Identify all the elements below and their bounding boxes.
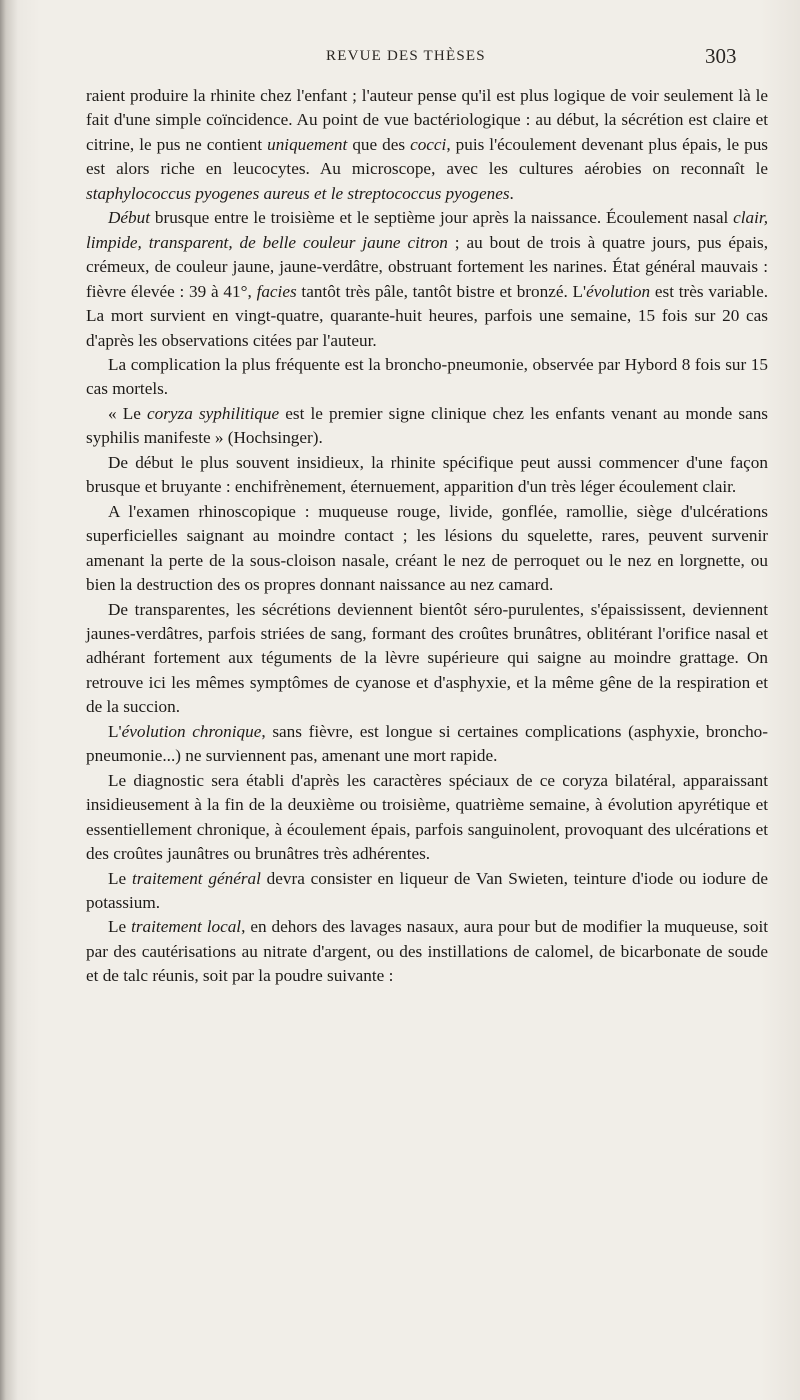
- paragraph: [86, 867, 768, 916]
- paragraph: [86, 720, 768, 769]
- text-run: Le: [108, 917, 132, 937]
- body-text: [86, 84, 768, 989]
- paragraph: [86, 915, 768, 988]
- text-run: raient produire la rhinite chez l'enfant ; l'auteur pense qu'il est plus logique de voir seulement là le fait d'une simple coïncidence. Au point de vue bactériologique : au début, la sécrétion est claire et citrine, le pus ne contient: [86, 86, 768, 154]
- italic-run: clair, limpide, transparent, de belle couleur jaune citron: [86, 208, 768, 252]
- text-run: tantôt très pâle, tantôt bistre et bronzé. L': [296, 281, 587, 301]
- paragraph: [86, 402, 768, 451]
- text-run: Le: [108, 868, 132, 888]
- running-head: [0, 44, 800, 70]
- paragraph: [86, 353, 768, 402]
- italic-run: traitement local: [131, 917, 242, 937]
- page-number: 303: [705, 44, 737, 68]
- italic-run: coryza syphilitique: [147, 403, 280, 423]
- italic-run: évolution chronique: [121, 721, 262, 741]
- text-run: De début le plus souvent insidieux, la rhinite spécifique peut aussi commencer d'une façon brusque et bruyante : enchifrènement, éternuement, apparition d'un très léger écoulement clair.: [86, 452, 768, 497]
- italic-run: facies: [256, 281, 297, 301]
- text-run: , sans fièvre, est longue si certaines complications (asphyxie, broncho-pneumonie...) ne surviennent pas, amenant une mort rapide.: [86, 721, 768, 766]
- text-run: A l'examen rhinoscopique : muqueuse rouge, livide, gonflée, ramollie, siège d'ulcérations superficielles saignant au moindre contact ; les lésions du squelette, rares, peuvent survenir amenant la perte de la sous-cloison nasale, créant le nez de perroquet ou le nez en lorgnette, ou bien la destruction des os propres donnant naissance au nez camard.: [86, 501, 768, 595]
- italic-run: uniquement: [267, 134, 348, 154]
- text-run: , puis l'écoulement devenant plus épais, le pus est alors riche en leucocytes. Au microscope, avec les cultures aérobies on reconnaît le: [86, 134, 768, 179]
- text-run: ; au bout de trois à quatre jours, pus épais, crémeux, de couleur jaune, jaune-verdâtre, obstruant fortement les narines. État général mauvais : fièvre élevée : 39 à 41°,: [86, 232, 768, 301]
- text-run: De transparentes, les sécrétions deviennent bientôt séro-purulentes, s'épaississent, deviennent jaunes-verdâtres, parfois striées de sang, formant des croûtes brunâtres, oblitérant l'orifice nasal et adhérant fortement aux téguments de la lèvre supérieure qui saigne au moindre grattage. On retrouve ici les mêmes symptômes de cyanose et d'asphyxie, et la même gêne de la respiration et de la succion.: [86, 599, 768, 717]
- text-run: La complication la plus fréquente est la broncho-pneumonie, observée par Hybord 8 fois sur 15 cas mortels.: [86, 354, 768, 399]
- text-run: est le premier signe clinique chez les enfants venant au monde sans syphilis manifeste » (Hochsinger).: [86, 403, 768, 448]
- text-run: est très variable. La mort survient en vingt-quatre, quarante-huit heures, parfois une semaine, 15 fois sur 20 cas d'après les observations citées par l'auteur.: [86, 281, 768, 350]
- text-run: brusque entre le troisième et le septième jour après la naissance. Écoulement nasal: [150, 208, 734, 228]
- paragraph: [86, 206, 768, 353]
- italic-run: évolution: [586, 281, 651, 301]
- paragraph: [86, 500, 768, 598]
- paragraph: [86, 84, 768, 206]
- paragraph: [86, 769, 768, 867]
- text-run: devra consister en liqueur de Van Swieten, teinture d'iode ou iodure de potassium.: [86, 868, 769, 912]
- italic-run: staphylococcus pyogenes aureus et le streptococcus pyogenes: [86, 183, 510, 203]
- italic-run: Début: [108, 208, 151, 228]
- paragraph: [86, 598, 768, 720]
- text-run: .: [509, 183, 514, 203]
- running-title: REVUE DES THÈSES: [326, 48, 486, 64]
- text-run: , en dehors des lavages nasaux, aura pour but de modifier la muqueuse, soit par des cautérisations au nitrate d'argent, ou des instillations de calomel, de bicarbonate de soude et de talc réunis, soit par la poudre suivante :: [86, 917, 768, 986]
- text-run: « Le: [108, 403, 147, 423]
- text-run: Le diagnostic sera établi d'après les caractères spéciaux de ce coryza bilatéral, apparaissant insidieusement à la fin de la deuxième ou troisième, quatrième semaine, à évolution apyrétique et essentiellement chronique, à écoulement épais, parfois sanguinolent, provoquant des ulcérations et des croûtes jaunâtres ou brunâtres très adhérentes.: [86, 770, 768, 864]
- paragraph: [86, 451, 768, 500]
- italic-run: traitement général: [131, 868, 261, 888]
- text-run: L': [108, 721, 122, 741]
- text-run: que des: [347, 134, 411, 154]
- italic-run: cocci: [410, 134, 447, 154]
